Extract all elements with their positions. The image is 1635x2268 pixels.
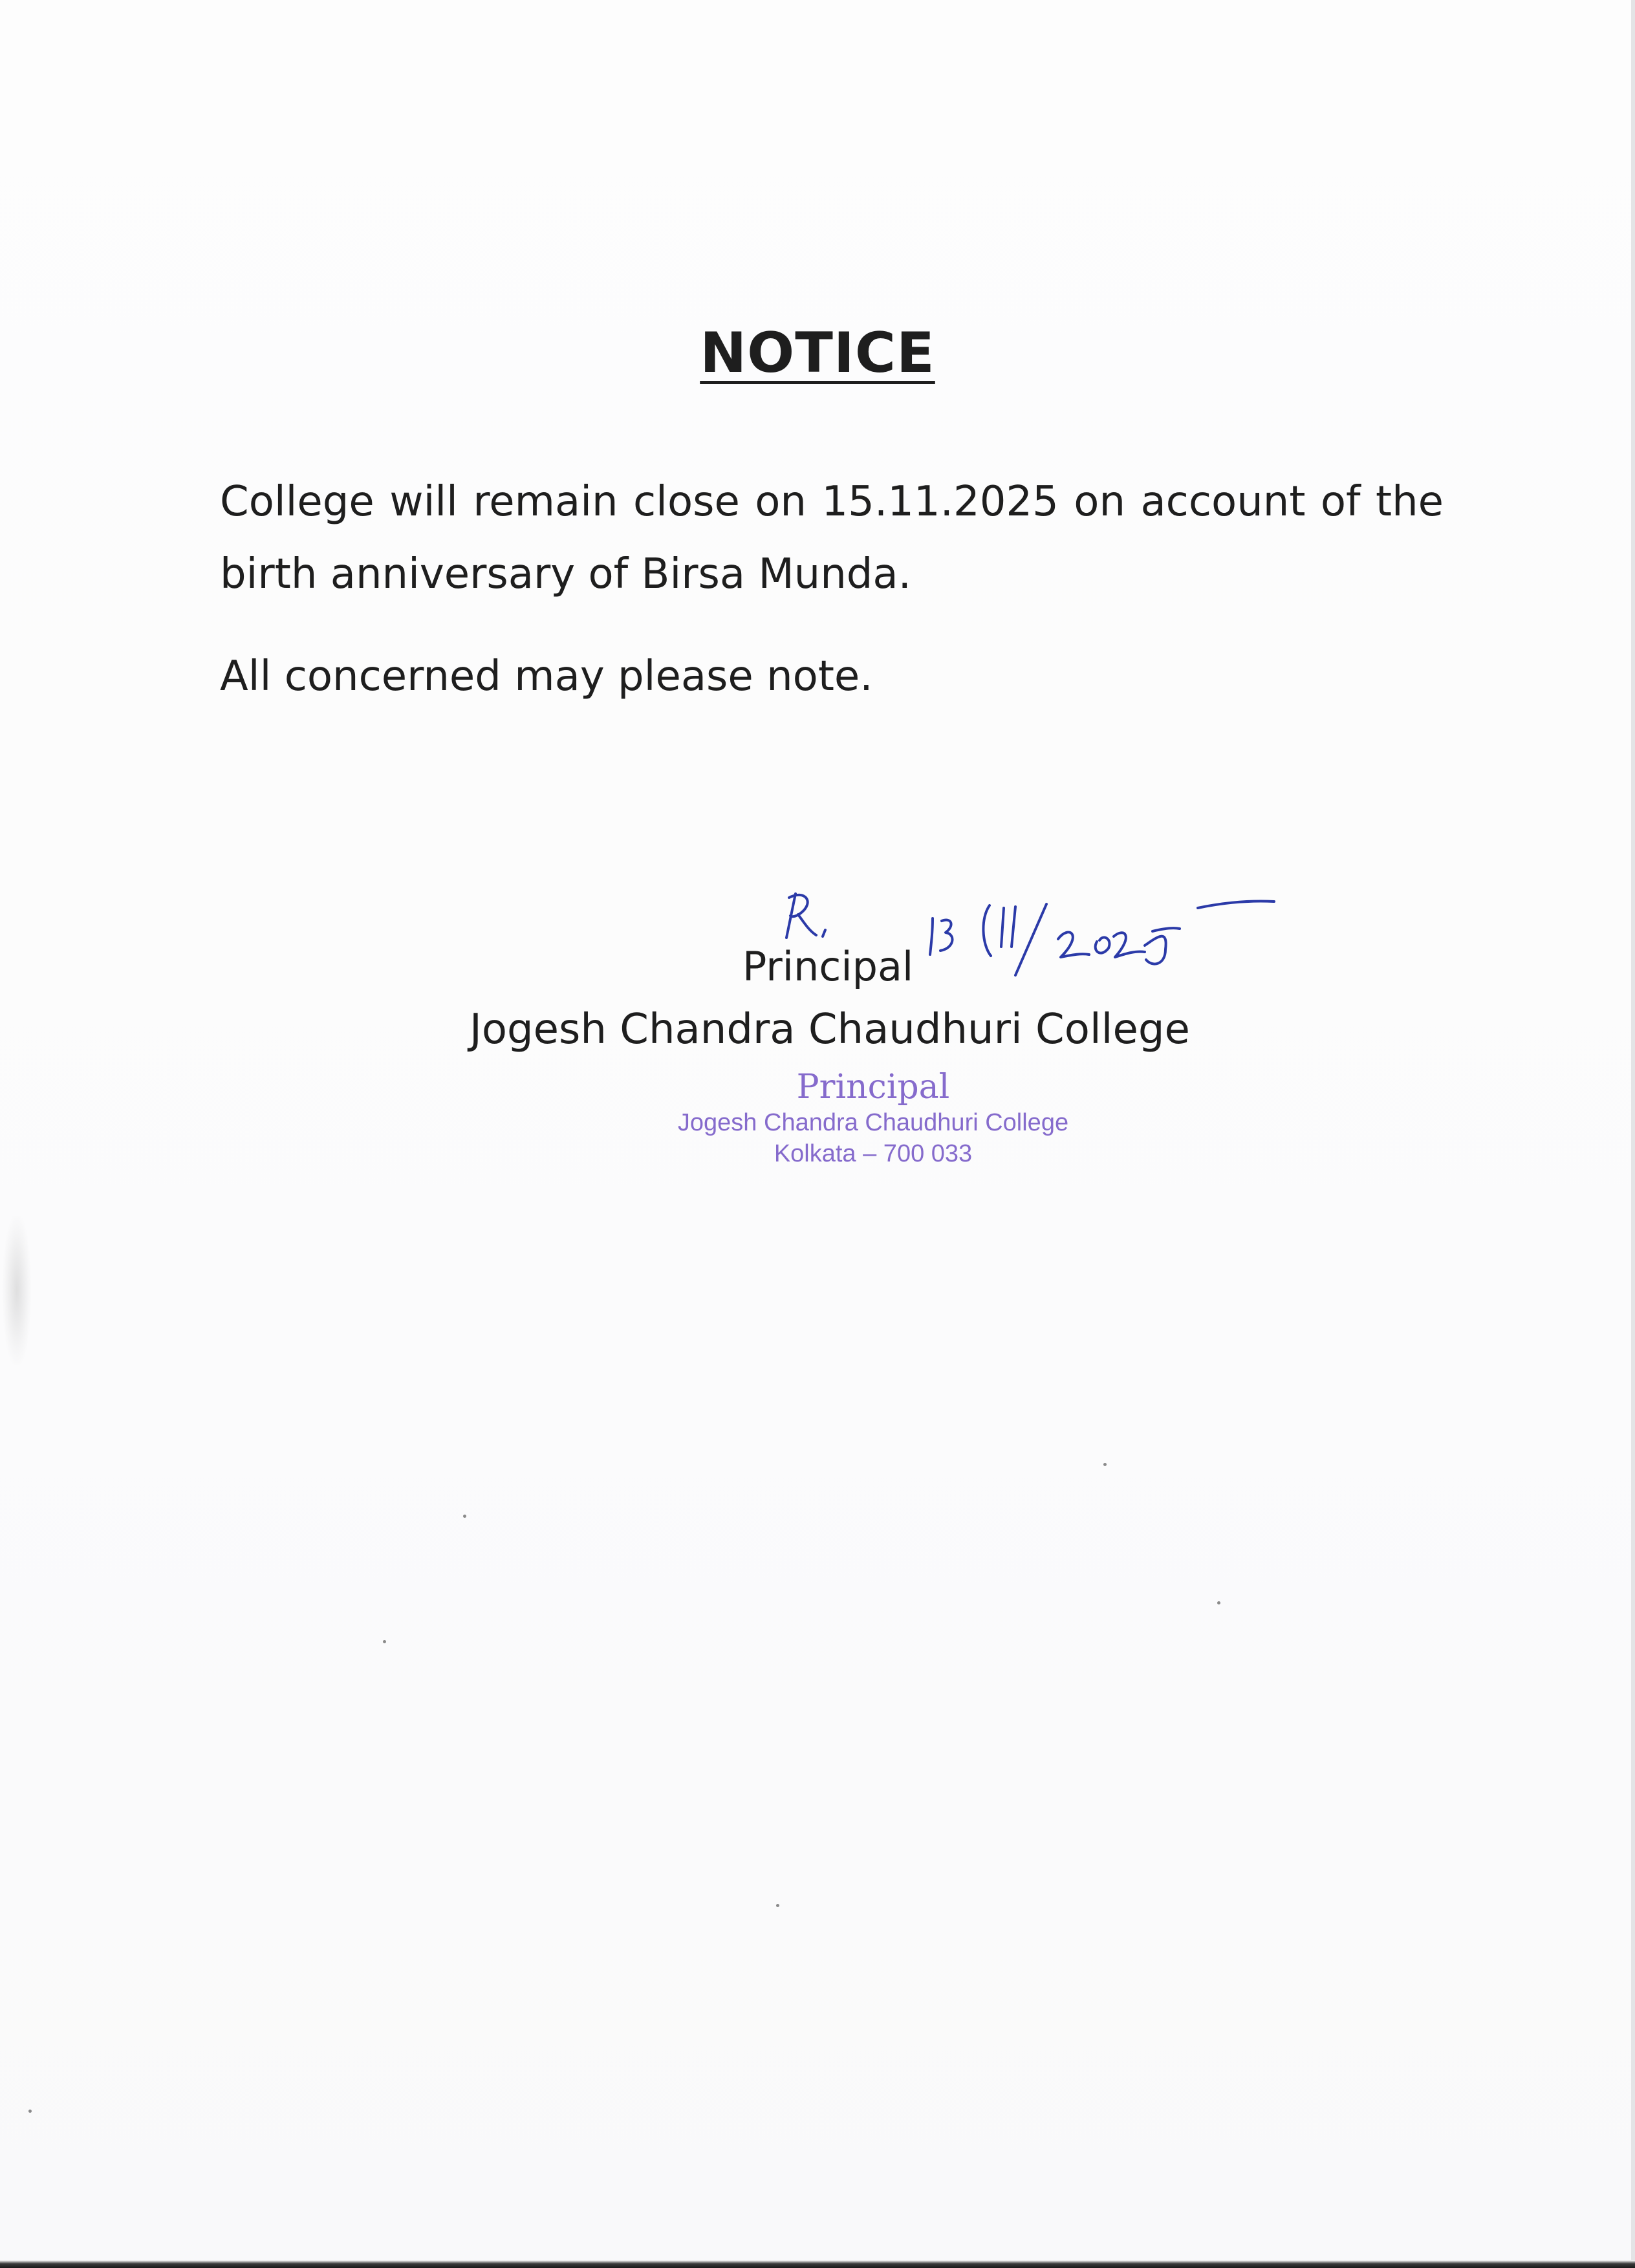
paper-speck <box>776 1904 779 1907</box>
notice-closing-paragraph: All concerned may please note. <box>220 653 873 700</box>
handwritten-signature <box>744 867 1294 1028</box>
notice-title-text: NOTICE <box>700 320 935 385</box>
stamp-title: Principal <box>796 1068 950 1107</box>
paper-speck <box>383 1640 386 1643</box>
notice-body-paragraph: College will remain close on 15.11.2025 on account of the birth anniversary of Birsa Munda. <box>220 478 1444 598</box>
paper-scuff-mark <box>3 1216 31 1365</box>
notice-title <box>0 321 1635 385</box>
signatory-designation: Principal <box>742 943 914 990</box>
paper-speck <box>1217 1601 1220 1604</box>
scanner-bottom-edge <box>0 2260 1635 2268</box>
signatory-institution: Jogesh Chandra Chaudhuri College <box>470 1006 1190 1053</box>
paper-speck <box>463 1515 466 1518</box>
stamp-address: Kolkata – 700 033 <box>774 1140 973 1167</box>
paper-speck <box>1103 1463 1107 1466</box>
official-stamp <box>608 1067 1138 1169</box>
paper-speck <box>28 2110 32 2113</box>
stamp-institution: Jogesh Chandra Chaudhuri College <box>677 1109 1069 1136</box>
